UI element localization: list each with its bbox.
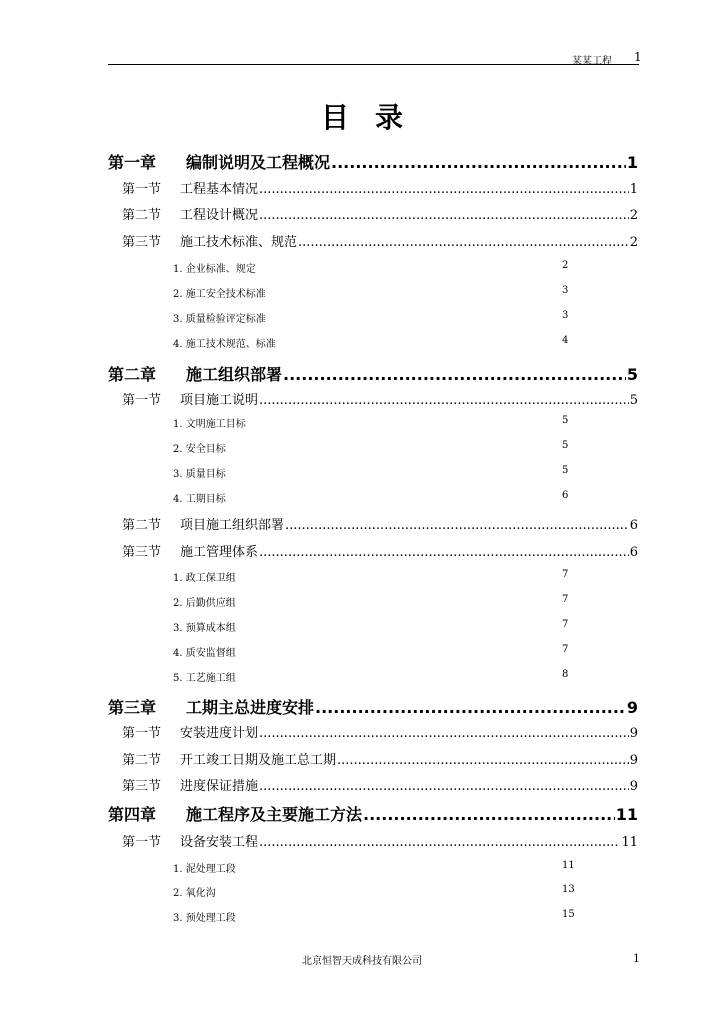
toc-section-title: 施工管理体系 [180,545,259,560]
toc-chapter-page: 9 [626,698,638,717]
toc-item-page: 7 [562,619,569,630]
toc-section-number: 第一节 [122,182,162,197]
toc-item-text: 3. 质量检验评定标准 [173,314,266,325]
toc-section-line[interactable] [122,204,638,223]
toc-leader-dots [259,835,620,850]
toc-leader-dots [259,182,629,197]
toc-item-page: 8 [562,669,569,680]
toc-section-line[interactable] [122,541,638,560]
toc-chapter-title: 工期主总进度安排 [186,698,315,717]
toc-chapter-number: 第一章 [108,153,157,172]
footer-company: 北京恒智天成科技有限公司 [302,956,422,967]
toc-section-number: 第二节 [122,208,162,223]
toc-item-text: 2. 安全目标 [173,444,226,455]
toc-section-page: 9 [629,779,638,794]
toc-item-page: 6 [562,490,569,501]
toc-section-page: 5 [629,393,638,408]
toc-item-page: 7 [562,644,569,655]
header-project-name: 某某工程 [572,56,612,67]
toc-item-text: 4. 工期目标 [173,494,226,505]
toc-section-title: 设备安装工程 [180,835,259,850]
toc-item-text: 3. 预处理工段 [173,913,236,924]
toc-item-page: 5 [562,415,569,426]
toc-item-text: 2. 施工安全技术标准 [173,289,266,300]
toc-item-page: 13 [562,884,575,895]
toc-item-page: 5 [562,465,569,476]
toc-chapter-title: 施工程序及主要施工方法 [186,805,363,824]
toc-section-page: 2 [629,208,638,223]
toc-section-line[interactable] [122,775,638,794]
toc-item-page: 3 [562,285,569,296]
toc-item-page: 4 [562,335,569,346]
toc-item-text: 4. 施工技术规范、标准 [173,339,276,350]
toc-leader-dots [259,779,629,794]
toc-section-number: 第三节 [122,779,162,794]
toc-section-number: 第二节 [122,518,162,533]
toc-chapter-number: 第四章 [108,805,157,824]
page-title: 目录 [320,101,429,134]
toc-chapter-title: 施工组织部署 [186,365,283,384]
toc-section-title: 开工竣工日期及施工总工期 [180,753,337,768]
toc-section-line[interactable] [122,389,638,408]
toc-section-page: 9 [629,726,638,741]
toc-section-line[interactable] [122,831,638,850]
toc-leader-dots [259,545,629,560]
toc-item-page: 5 [562,440,569,451]
toc-item-text: 1. 政工保卫组 [173,573,236,584]
toc-chapter-page: 1 [626,153,638,172]
toc-item-text: 1. 企业标准、规定 [173,264,256,275]
toc-section-line[interactable] [122,722,638,741]
toc-leader-dots [285,518,629,533]
toc-section-line[interactable] [122,178,638,197]
toc-section-page: 11 [621,835,638,850]
toc-item-page: 7 [562,569,569,580]
toc-chapter-number: 第二章 [108,365,157,384]
footer-page-number: 1 [633,952,640,965]
toc-section-title: 进度保证措施 [180,779,259,794]
toc-leader-dots [259,393,629,408]
toc-item-text: 2. 后勤供应组 [173,598,236,609]
toc-item-page: 2 [562,260,569,271]
toc-chapter-number: 第三章 [108,698,157,717]
toc-item-text: 3. 预算成本组 [173,623,236,634]
toc-section-line[interactable] [122,749,638,768]
toc-leader-dots [337,753,629,768]
toc-item-text: 2. 氧化沟 [173,888,216,899]
toc-leader-dots [259,726,629,741]
header-rule [108,64,639,65]
toc-section-page: 9 [629,753,638,768]
toc-section-line[interactable] [122,514,638,533]
toc-item-text: 1. 文明施工目标 [173,419,246,430]
toc-section-page: 1 [629,182,638,197]
toc-item-text: 3. 质量目标 [173,469,226,480]
toc-item-page: 11 [562,860,575,871]
toc-section-title: 工程基本情况 [180,182,259,197]
toc-leader-dots [298,235,629,250]
toc-section-number: 第三节 [122,545,162,560]
header-page-number: 1 [634,50,642,64]
toc-section-title: 安装进度计划 [180,726,259,741]
toc-item-text: 4. 质安监督组 [173,648,236,659]
toc-section-number: 第一节 [122,726,162,741]
toc-leader-dots [331,153,626,172]
toc-chapter-line[interactable] [108,362,638,385]
toc-section-title: 施工技术标准、规范 [180,235,298,250]
toc-section-page: 2 [629,235,638,250]
toc-item-page: 7 [562,594,569,605]
toc-item-page: 15 [562,909,575,920]
toc-chapter-line[interactable] [108,150,638,173]
toc-leader-dots [283,365,626,384]
toc-section-page: 6 [629,545,638,560]
toc-section-page: 6 [629,518,638,533]
toc-section-line[interactable] [122,231,638,250]
toc-section-number: 第一节 [122,835,162,850]
toc-leader-dots [363,805,615,824]
toc-item-text: 1. 泥处理工段 [173,864,236,875]
toc-section-title: 项目施工说明 [180,393,259,408]
toc-leader-dots [259,208,629,223]
toc-chapter-title: 编制说明及工程概况 [186,153,331,172]
toc-chapter-line[interactable] [108,695,638,718]
toc-section-number: 第一节 [122,393,162,408]
toc-section-number: 第二节 [122,753,162,768]
toc-section-number: 第三节 [122,235,162,250]
toc-section-title: 项目施工组织部署 [180,518,285,533]
toc-chapter-page: 5 [626,365,638,384]
toc-section-title: 工程设计概况 [180,208,259,223]
toc-item-page: 3 [562,310,569,321]
toc-item-text: 5. 工艺施工组 [173,673,236,684]
toc-leader-dots [315,698,626,717]
toc-chapter-line[interactable] [108,802,638,825]
toc-chapter-page: 11 [615,805,638,824]
